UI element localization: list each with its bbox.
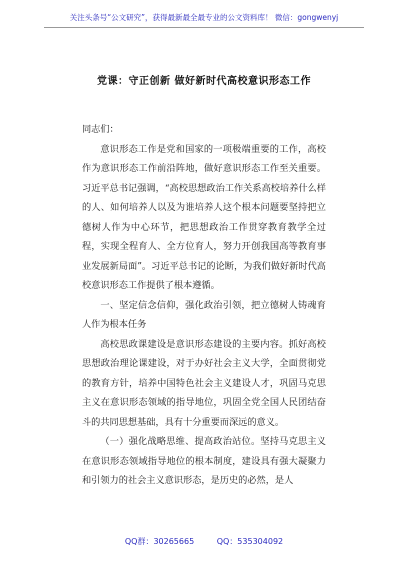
section-heading-1: 一、坚定信念信仰，强化政治引领，把立德树人铸魂育人作为根本任务	[82, 299, 326, 330]
greeting: 同志们：	[82, 124, 119, 135]
paragraph-section-1: 高校思政课建设是意识形态建设的主要内容。抓好高校思想政治理论课建设，对于办好社会主义大学，全面贯彻党的教育方针，培养中国特色社会主义建设人才，巩固马克思主义在意识形态领域的指导地位，巩固全党全国人民团结奋斗的共同思想基础，具有十分重要而深远的意义。	[82, 338, 326, 428]
footer-qq-contact: QQ：535304092	[216, 537, 284, 546]
footer	[0, 536, 408, 547]
subsection-1: （一）强化战略思维、提高政治站位。坚持马克思主义在意识形态领域指导地位的根本制度，建设具有强大凝聚力和引领力的社会主义意识形态，是历史的必然，是人	[82, 436, 326, 486]
document-body	[82, 120, 326, 491]
header-banner: 关注头条号“公文研究”，获得最新最全最专业的公文资料库！ 微信：gongwenyj	[69, 13, 339, 22]
footer-qq-group: QQ群：30265665	[124, 537, 195, 546]
document-title: 党课：守正创新 做好新时代高校意识形态工作	[97, 76, 311, 87]
paragraph-intro: 意识形态工作是党和国家的一项极端重要的工作，高校作为意识形态工作前沿阵地，做好意识形态工作至关重要。习近平总书记强调，“高校思想政治工作关系高校培养什么样的人、如何培养人以及为谁培养人这个根本问题要坚持把立德树人作为中心环节，把思想政治工作贯穿教育教学全过程，实现全程育人、全方位育人，努力开创我国高等教育事业发展新局面”。习近平总书记的论断，为我们做好新时代高校意识形态工作提供了根本遵循。	[82, 143, 326, 291]
header-divider	[44, 27, 364, 28]
